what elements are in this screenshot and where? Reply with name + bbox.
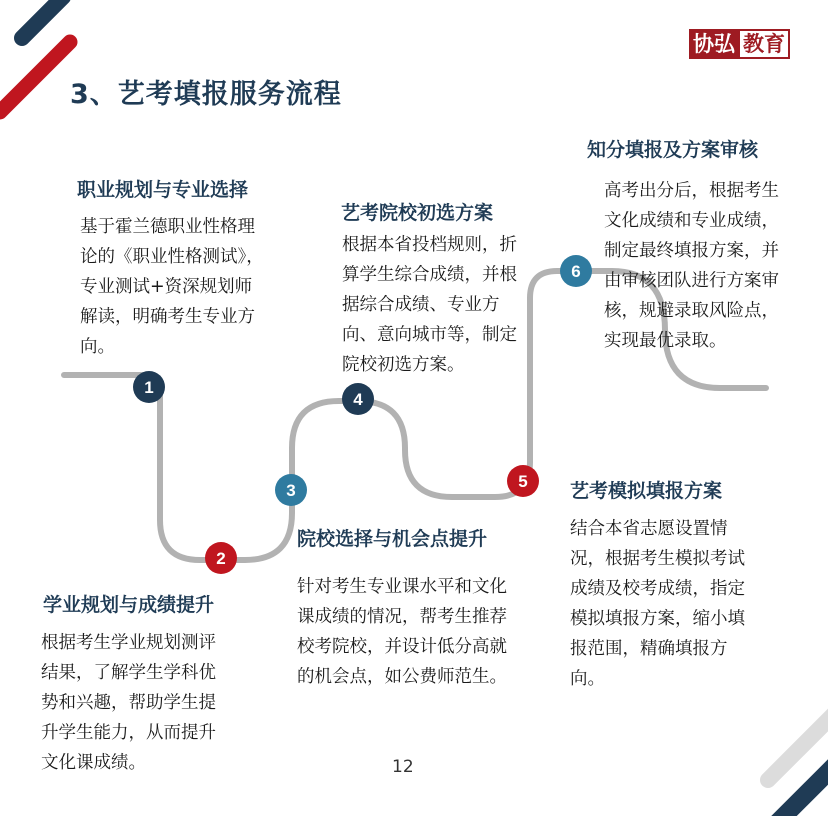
step-number-4: 4 bbox=[353, 390, 363, 409]
step-1-desc: 基于霍兰德职业性格理论的《职业性格测试》，专业测试+资深规划师解读，明确考生专业方向。 bbox=[80, 217, 264, 357]
step-2-title: 学业规划与成绩提升 bbox=[43, 594, 215, 616]
step-marker-2 bbox=[205, 542, 237, 574]
logo-part-1: 协弘 bbox=[689, 29, 738, 59]
step-4-desc: 根据本省投档规则，折算学生综合成绩，并根据综合成绩、专业方向、意向城市等，制定院校初选方案。 bbox=[342, 235, 517, 375]
corner-stripe-red bbox=[0, 42, 70, 112]
step-number-2: 2 bbox=[216, 549, 226, 568]
step-marker-5 bbox=[507, 465, 539, 497]
step-number-1: 1 bbox=[144, 378, 154, 397]
step-1-title: 职业规划与专业选择 bbox=[77, 179, 249, 201]
step-4-title: 艺考院校初选方案 bbox=[341, 202, 494, 224]
step-number-3: 3 bbox=[286, 481, 296, 500]
step-marker-6 bbox=[560, 255, 592, 287]
step-marker-3 bbox=[275, 474, 307, 506]
step-marker-1 bbox=[133, 371, 165, 403]
step-5-title: 艺考模拟填报方案 bbox=[570, 480, 723, 502]
step-3-desc: 针对考生专业课水平和文化课成绩的情况，帮考生推荐校考院校，并设计低分高就的机会点，如公费师范生。 bbox=[297, 577, 507, 687]
brand-logo bbox=[689, 29, 790, 59]
step-number-6: 6 bbox=[571, 262, 581, 281]
step-number-5: 5 bbox=[518, 472, 528, 491]
logo-part-2: 教育 bbox=[738, 29, 790, 59]
step-6-desc: 高考出分后，根据考生文化成绩和专业成绩，制定最终填报方案，并由审核团队进行方案审核，规避录取风险点，实现最优录取。 bbox=[604, 181, 779, 351]
page-title: 3、艺考填报服务流程 bbox=[70, 79, 342, 110]
corner-stripe-navy bbox=[22, 0, 63, 38]
step-6-title: 知分填报及方案审核 bbox=[587, 139, 759, 161]
step-2-desc: 根据考生学业规划测评结果，了解学生学科优势和兴趣，帮助学生提升学生能力，从而提升文化课成绩。 bbox=[41, 633, 216, 773]
step-marker-4 bbox=[342, 383, 374, 415]
step-5-desc: 结合本省志愿设置情况，根据考生模拟考试成绩及校考成绩，指定模拟填报方案，缩小填报范围，精确填报方向。 bbox=[570, 519, 745, 689]
page-number: 12 bbox=[392, 757, 414, 777]
step-3-title: 院校选择与机会点提升 bbox=[297, 528, 488, 550]
